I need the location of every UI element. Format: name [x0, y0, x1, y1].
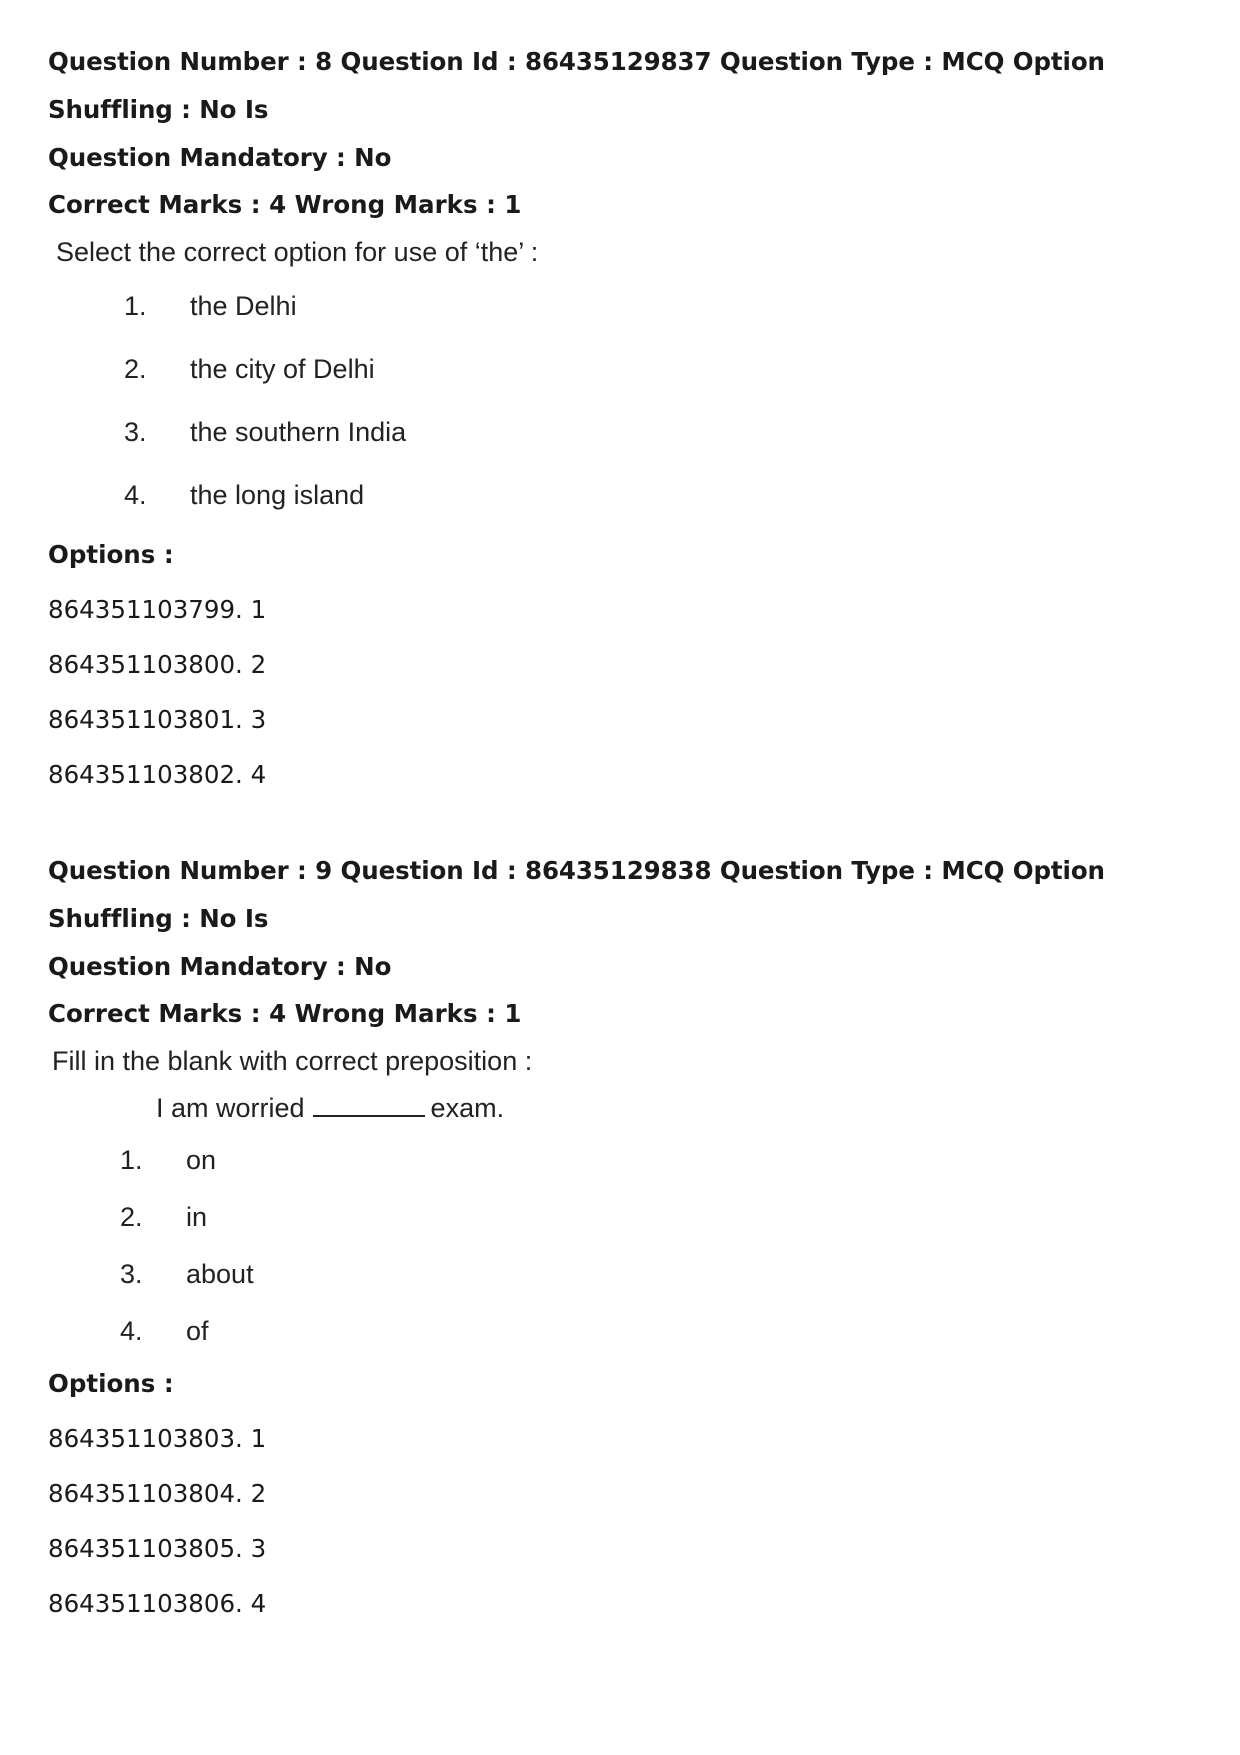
question-block	[48, 847, 1208, 1642]
question-header-line: Question Mandatory : No	[48, 143, 392, 172]
choice-item	[120, 1306, 1208, 1363]
choice-text: the southern India	[190, 417, 407, 447]
choice-text: in	[186, 1202, 208, 1232]
option-line: 864351103802. 4	[48, 760, 267, 789]
question-header-line: Question Mandatory : No	[48, 952, 392, 981]
choice-item	[120, 1249, 1208, 1306]
question-choices	[124, 284, 1208, 536]
question-content	[48, 1039, 1208, 1363]
choice-number: 1.	[124, 291, 147, 321]
choice-number: 2.	[124, 354, 147, 384]
choice-text: the long island	[190, 480, 365, 510]
choice-text: about	[186, 1259, 254, 1289]
option-line: 864351103799. 1	[48, 595, 267, 624]
option-line: 864351103804. 2	[48, 1479, 267, 1508]
choice-item	[124, 347, 1208, 410]
option-line: 864351103805. 3	[48, 1534, 267, 1563]
choice-number: 4.	[124, 480, 147, 510]
option-line: 864351103800. 2	[48, 650, 267, 679]
choice-item	[124, 284, 1208, 347]
choice-number: 1.	[120, 1145, 143, 1175]
question-prompt: Select the correct option for use of ‘the’ :	[56, 237, 539, 267]
question-header-line: Question Number : 8 Question Id : 86435129837 Question Type : MCQ Option Shuffling : No Is	[48, 47, 1105, 124]
question-header-line: Question Number : 9 Question Id : 86435129838 Question Type : MCQ Option Shuffling : No Is	[48, 856, 1105, 933]
option-line: 864351103801. 3	[48, 705, 267, 734]
question-header	[48, 847, 1208, 991]
choice-number: 3.	[124, 417, 147, 447]
choice-number: 3.	[120, 1259, 143, 1289]
choice-item	[124, 410, 1208, 473]
sentence-end: exam.	[430, 1093, 505, 1123]
choice-number: 4.	[120, 1316, 143, 1346]
choice-text: of	[186, 1316, 209, 1346]
choice-text: the city of Delhi	[190, 354, 375, 384]
answer-blank	[313, 1093, 425, 1117]
choice-item	[120, 1192, 1208, 1249]
sentence-start: I am worried	[156, 1093, 305, 1123]
options-label: Options :	[48, 1369, 174, 1398]
choice-item	[120, 1135, 1208, 1192]
question-marks: Correct Marks : 4 Wrong Marks : 1	[48, 999, 522, 1028]
question-prompt: Fill in the blank with correct preposition :	[52, 1046, 533, 1076]
question-choices	[120, 1135, 1208, 1363]
option-line: 864351103806. 4	[48, 1589, 267, 1618]
fill-in-sentence	[156, 1083, 1208, 1133]
option-line: 864351103803. 1	[48, 1424, 267, 1453]
question-marks: Correct Marks : 4 Wrong Marks : 1	[48, 190, 522, 219]
choice-number: 2.	[120, 1202, 143, 1232]
question-header	[48, 38, 1208, 182]
question-block	[48, 38, 1208, 813]
question-content	[48, 230, 1208, 536]
choice-item	[124, 473, 1208, 536]
choice-text: the Delhi	[190, 291, 297, 321]
choice-text: on	[186, 1145, 217, 1175]
options-label: Options :	[48, 540, 174, 569]
